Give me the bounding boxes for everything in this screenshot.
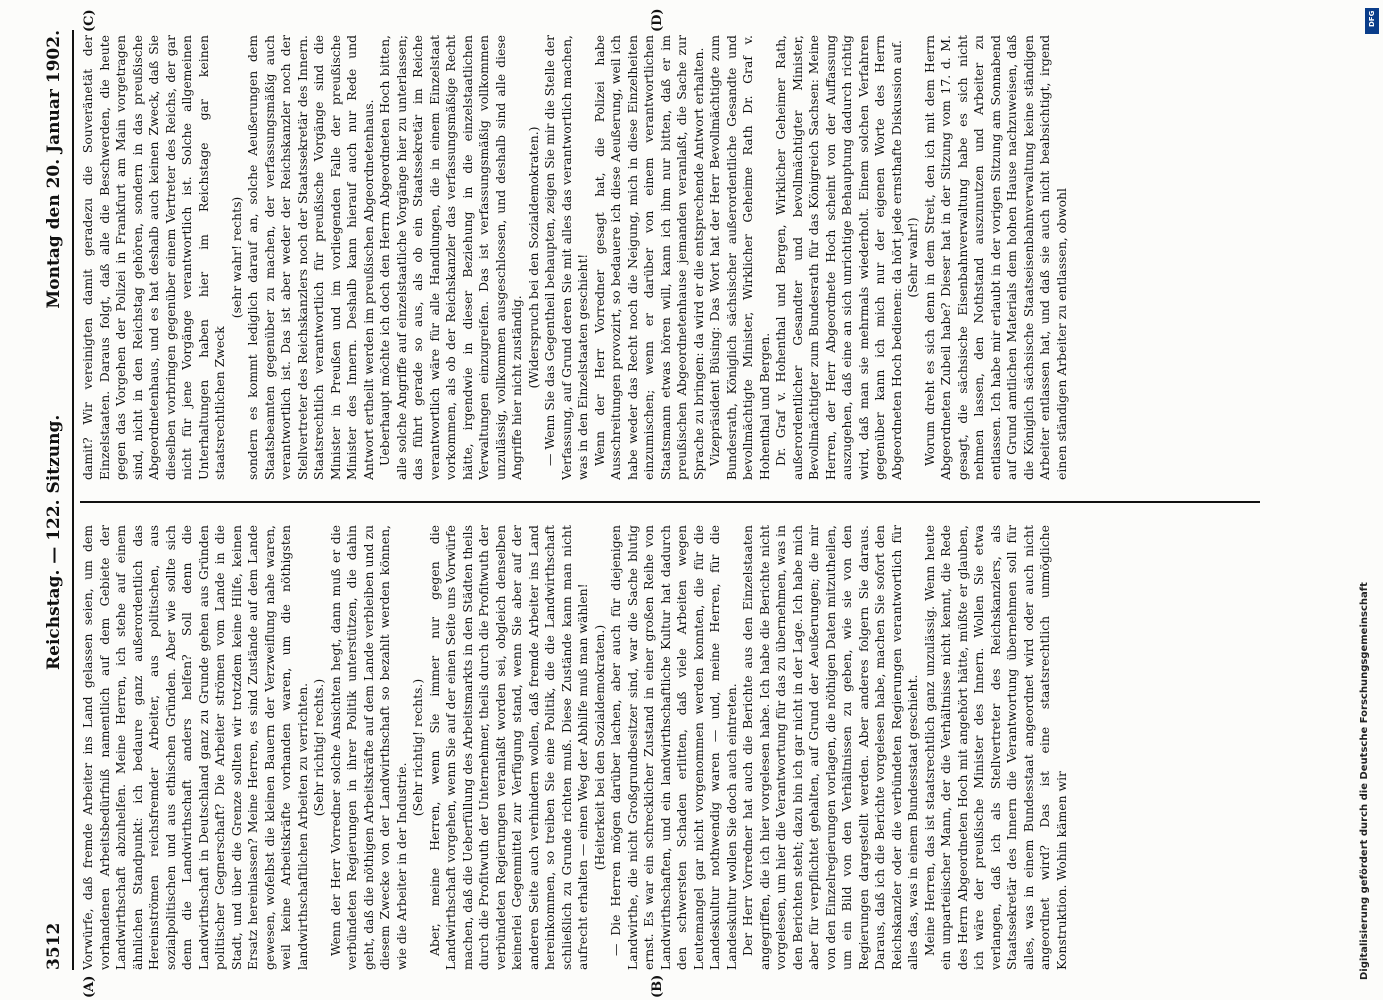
session-title: Reichstag. — 122. Sitzung. <box>44 414 64 670</box>
credit-text: Digitalisierung gefördert durch die Deutsche Forschungsgemeinschaft <box>1359 582 1370 980</box>
paragraph: damit? Wir vereinigten damit geradezu die Souveränetät der Einzelstaaten. Daraus folgt, daß alle die Beschwerden, die heute gegen das Vorgehen der Polizei in Frankfurt am Main vorgetragen sind, nicht in den Reichstag gehören, sondern in das preußische Abgeordnetenhaus, und es hat deshalb auch keinen Zweck, daß Sie dieselben vorbringen gegenüber einem Vertreter des Reichs, der gar nicht für jene Vorgänge verantwortlich ist. Solche allgemeinen Unterhaltungen haben hier im Reichstage gar keinen staatsrechtlichen Zweck <box>80 35 227 480</box>
paragraph: Ueberhaupt möchte ich doch den Herrn Abgeordneten Hoch bitten, alle solche Angriffe auf einzelstaatliche Vorgänge hier zu unterlassen; das führt gerade so aus, als ob ein Staatssekretär im Reiche verantwortlich wäre für alle Handlungen, die in einem Einzelstaat vorkommen, als ob der Reichskanzler das verfassungsmäßige Recht hätte, irgendwie in dieser Beziehung in die einzelstaatlichen Verwaltungen einzugreifen. Das ist verfassungsmäßig vollkommen unzulässig, vollkommen ausgeschlossen, und deshalb sind alle diese Angriffe hier nicht zuständig. <box>377 35 524 480</box>
paragraph: Worum dreht es sich denn in dem Streit, den ich mit dem Herrn Abgeordneten Zubeil habe? Dieser hat in der Sitzung vom 17. d. M. gesagt, die sächsische Eisenbahnverwaltung habe es sich nicht nehmen lassen, den Nothstand auszunutzen und Arbeiter zu entlassen. Ich habe mir erlaubt in der vorigen Sitzung am Sonnabend auf Grund amtlichen Materials dem hohen Hause nachzuweisen, daß die Königlich sächsische Staatseisenbahnverwaltung keine ständigen Arbeiter entlassen hat, und daß sie auch nicht beabsichtigt, irgend einen ständigen Arbeiter zu entlassen, obwohl <box>921 35 1069 480</box>
page-header <box>40 30 74 970</box>
interjection: (Sehr wahr!) <box>905 217 920 298</box>
interjection: (sehr wahr! rechts) <box>228 196 244 319</box>
document-page <box>40 8 1330 998</box>
margin-marker-d: (D) <box>650 8 665 32</box>
margin-marker-b: (B) <box>650 974 665 998</box>
digitization-credit <box>1359 20 1379 980</box>
paragraph: Vizepräsident Büsing: Das Wort hat der Herr Bevollmächtigte zum Bundesrath, Königlich sächsischer außerordentliche Gesandte und bevollmächtigte Minister, Wirklicher Geheime Rath Dr. Graf v. Hohenthal und Bergen. <box>707 35 772 480</box>
paragraph: Der Herr Vorredner hat auch die Berichte aus den Einzelstaaten angegriffen, die ich hier vorgelesen habe. Ich habe die Berichte nicht vorgelesen, um hier die Verantwortung für das zu übernehmen, was in den Berichten steht; dazu bin ich gar nicht in der Lage. Ich habe mich aber für verpflichtet gehalten, auf Grund der Aeußerungen; die mir von den Einzelregierungen vorlagen, die nöthigen Daten mitzutheilen, um ein Bild von den Verhältnissen zu geben, wie sie von den Regierungen dargestellt werden. Aber anderes folgern Sie daraus. Daraus, daß ich die Berichte vorgelesen habe, machen Sie sofort den Reichskanzler oder die verbündeten Regierungen verantwortlich für alles das, was in einem Bundesstaat geschieht. <box>740 525 920 970</box>
paragraph: Wenn der Herr Vorredner solche Ansichten hegt, dann muß er die verbündeten Regierungen in ihrer Politik unterstützen, die dahin geht, daß die nöthigen Arbeitskräfte auf dem Lande verbleiben und zu diesem Zwecke von der Landwirthschaft so bezahlt werden können, wie die Arbeiter in der Industrie. <box>327 525 409 970</box>
dfg-logo: DFG <box>1365 8 1379 34</box>
right-text-column <box>80 35 1270 480</box>
paragraph: — Die Herren mögen darüber lachen, aber auch für diejenigen Landwirthe, die nicht Großgrundbesitzer sind, war die Sache blutig ernst. Es war ein schrecklicher Zustand in einer großen Reihe von Landwirthschaften, und ein landwirthschaftliche Kultur hat dadurch den schwersten Schaden erlitten, daß viele Arbeiten wegen Leutemangel gar nicht vorgenommen werden konnten, die für die Landeskultur nothwendig waren — und, meine Herren, für die Landeskultur wollen Sie doch auch eintreten. <box>608 525 739 970</box>
paragraph: Wenn der Herr Vorredner gesagt hat, die Polizei habe Ausschreitungen provozirt, so bedauere ich diese Aeußerung, weil ich habe weder das Recht noch die Neigung, mich in diese Einzelheiten einzumischen; wenn er darüber von einem verantwortlichen Staatsmann etwas hören will, kann ich ihm nur bitten, daß er im preußischen Abgeordnetenhause jemanden veranlaßt, die Sache zur Sprache zu bringen: da wird er die entsprechende Antwort erhalten. <box>591 35 706 480</box>
interjection: (Sehr richtig! rechts.) <box>410 678 425 817</box>
margin-marker-c: (C) <box>82 9 97 32</box>
paragraph: Vorwürfe, daß fremde Arbeiter ins Land gelassen seien, um dem vorhandenen Arbeitsbedürfniß namentlich auf dem Gebiete der Landwirthschaft abzuhelfen. Meine Herren, ich stehe auf einem ähnlichen Standpunkt: ich bedaure ganz außerordentlich das Hereinströmen reichsfremder Arbeiter, aus politischen, aus sozialpolitischen und aus ethischen Gründen. Aber wie sollte sich denn die Landwirthschaft anders helfen? Soll denn die Landwirthschaft in Deutschland ganz zu Grunde gehen aus Gründen politischer Gegnerschaft? Die Arbeiter strömen vom Lande in die Stadt, und über die Grenze sollten wir trotzdem keine Hilfe, keinen Ersatz hereinlassen? Meine Herren, es sind Zustände auf dem Lande gewesen, wofelbst die kleinen Bauern der Verzweiflung nahe waren, weil keine Arbeitskräfte vorhanden waren, um die nöthigsten landwirthschaftlichen Arbeiten zu verrichten. <box>80 525 310 970</box>
interjection: (Widerspruch bei den Sozialdemokraten.) <box>525 126 541 389</box>
paragraph: Meine Herren, das ist staatsrechtlich ganz unzulässig. Wenn heute ein unparteiischer Mann, der die Verhältnisse nicht kennt, die Rede des Herrn Abgeordneten Hoch mit angehört hätte, müßte er glauben, ich wäre der preußische Minister des Innern. Wollen Sie etwa verlangen, daß ich als Stellvertreter des Reichskanzlers, als Staatssekretär des Innern die Verantwortung übernehmen soll für alles, was in einem Bundesstaat angeordnet wird oder auch nicht angeordnet wird? Das ist eine staatsrechtlich unmögliche Konstruktion. Wohin kämen wir <box>921 525 1069 970</box>
page-number: 3512 <box>44 922 64 970</box>
session-date: Montag den 20. Januar 1902. <box>44 30 64 309</box>
paragraph: — Wenn Sie das Gegentheil behaupten, zeigen Sie mir die Stelle der Verfassung, auf Grund deren Sie mit alles das verantwortlich machen, was in den Einzelstaaten geschieht! <box>542 35 590 480</box>
margin-marker-a: (A) <box>82 975 97 998</box>
column-divider <box>80 501 1260 503</box>
paragraph: sondern es kommt lediglich darauf an, solche Aeußerungen dem Staatsbeamten gegenüber zu machen, der verfassungsmäßig auch verantwortlich ist. Das ist aber weder der Reichskanzler noch der Stellvertreter des Reichskanzlers noch der Staatssekretär des Innern. Staatsrechtlich verantwortlich für preußische Vorgänge sind die Minister in Preußen und im vorliegenden Falle der preußische Minister des Innern. Deshalb kann hierauf auch nur Rede und Antwort ertheilt werden im preußischen Abgeordnetenhaus. <box>245 35 376 480</box>
left-text-column <box>80 525 1270 970</box>
interjection: (Heiterkeit bei den Sozialdemokraten.) <box>591 624 607 871</box>
interjection: (Sehr richtig! rechts.) <box>311 678 326 817</box>
paragraph: Aber, meine Herren, wenn Sie immer nur gegen die Landwirthschaft vorgehen, wenn Sie auf der einen Seite uns Vorwürfe machen, daß die Ueberfüllung des Arbeitsmarkts in den Städten theils durch die Profitwuth der Unternehmer, theils durch die Profitwuth der verbündeten Regierungen veranlaßt worden sei, obgleich denselben keinerlei Gegenmittel zur Verfügung stand, wenn Sie aber auf der anderen Seite auch verhindern wollen, daß fremde Arbeiter ins Land hereinkommen, so treiben Sie eine Politik, die die Landwirthschaft schließlich zu Grunde richten muß. Diese Zustände kann man nicht aufrecht erhalten — einen Weg der Abhilfe muß man wählen! <box>426 525 590 970</box>
paragraph: Dr. Graf v. Hohenthal und Bergen, Wirklicher Geheimer Rath, außerordentlicher Gesandter und bevollmächtigter Minister, Bevollmächtigter zum Bundesrath für das Königreich Sachsen: Meine Herren, der Herr Abgeordnete Hoch scheint von der Auffassung auszugehen, daß eine an sich unrichtige Behauptung dadurch richtig wird, daß man sie mehrmals wiederholt. Einem solchen Verfahren gegenüber kann ich mich nur der eigenen Worte des Herrn Abgeordneten Hoch bedienen: da hört jede ernsthafte Diskussion auf. <box>773 35 904 480</box>
